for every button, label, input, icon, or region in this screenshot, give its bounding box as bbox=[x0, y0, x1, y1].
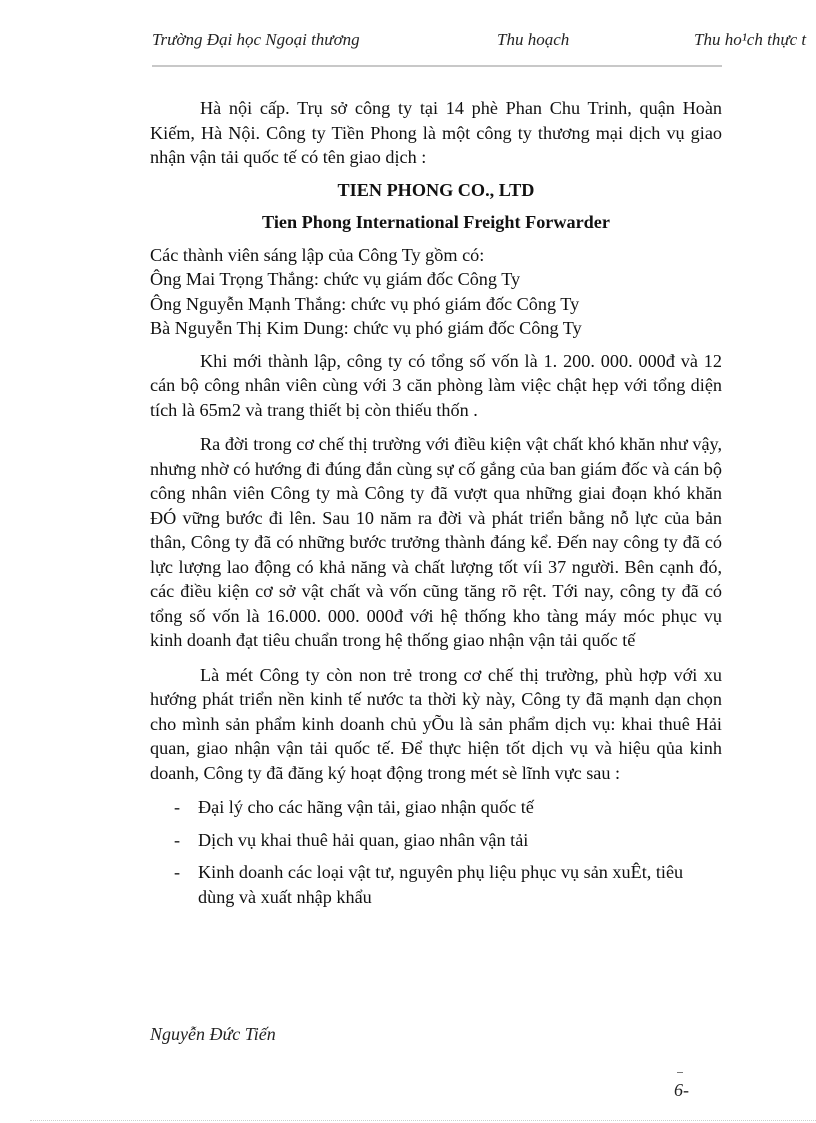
header-left-text: Trường Đại học Ngoại thương bbox=[152, 30, 360, 49]
footer-divider bbox=[30, 1120, 816, 1121]
company-name-title: TIEN PHONG CO., LTD bbox=[337, 179, 535, 200]
page-number: 6- bbox=[674, 1080, 689, 1100]
list-item bbox=[150, 795, 722, 820]
list-item-text: Đại lý cho các hãng vận tải, giao nhận quốc tế bbox=[198, 797, 534, 817]
list-item-text: Dịch vụ khai thuê hải quan, giao nhân vận tải bbox=[198, 829, 529, 850]
founder-item: Ông Mai Trọng Thắng: chức vụ giám đốc Công Ty bbox=[150, 269, 521, 289]
paragraph-business-lines: Là mét Công ty còn non trẻ trong cơ chế thị trường, phù hợp với xu hướng phát triển nền kinh tế nước ta thời kỳ này, Công ty đã mạnh dạn chọn cho mình sản phẩm kinh doanh chủ yÕu là sản phẩm dịch vụ: khai thuê Hải quan, giao nhận vận tải quốc tế. Để thực hiện tốt dịch vụ và hiệu qủa kinh doanh, Công ty đã đăng ký hoạt động trong mét sè lĩnh vực sau : bbox=[150, 664, 722, 783]
header-right-text: Thu ho¹ch thực t bbox=[694, 30, 807, 49]
company-english-title: Tien Phong International Freight Forwarder bbox=[262, 212, 610, 232]
founder-item: Ông Nguyễn Mạnh Thắng: chức vụ phó giám đốc Công Ty bbox=[150, 293, 580, 314]
list-item bbox=[150, 860, 722, 909]
page-number-tick bbox=[677, 1072, 683, 1073]
paragraph-growth: Ra đời trong cơ chế thị trường với điều kiện vật chất khó khăn như vậy, nhưng nhờ có hướng đi đúng đắn cùng sự cố gắng của ban giám đốc và cán bộ công nhân viên Công ty mà Công ty đã vượt qua những giai đoạn khó khăn ĐÓ vững bước đi lên. Sau 10 năm ra đời và phát triển bằng nỗ lực của bản thân, Công ty đã có những bước trưởng thành đáng kể. Đến nay công ty đã có lực lượng lao động có khả năng và chất lượng tốt víi 37 người. Bên cạnh đó, các điều kiện cơ sở vật chất và vốn cũng tăng rõ rệt. Tới nay, công ty đã có tổng số vốn là 16.000. 000. 000đ với hệ thống kho tàng máy móc phục vụ kinh doanh đạt tiêu chuẩn trong hệ thống giao nhận vận tải quốc tế bbox=[150, 434, 722, 650]
founder-item: Bà Nguyễn Thị Kim Dung: chức vụ phó giám đốc Công Ty bbox=[150, 318, 582, 338]
list-item-text: Kinh doanh các loại vật tư, nguyên phụ liệu phục vụ sản xuÊt, tiêu dùng và xuất nhập khẩu bbox=[198, 862, 684, 907]
bullet-dash: - bbox=[174, 829, 181, 850]
business-activity-list bbox=[150, 795, 722, 909]
paragraph-intro: Hà nội cấp. Trụ sở công ty tại 14 phè Phan Chu Trinh, quận Hoàn Kiếm, Hà Nội. Công ty Tiền Phong là một công ty thương mại dịch vụ giao nhận vận tải quốc tế có tên giao dịch : bbox=[150, 98, 722, 167]
bullet-dash: - bbox=[174, 797, 181, 817]
header-center-text: Thu hoạch bbox=[497, 30, 570, 49]
paragraph-founding: Khi mới thành lập, công ty có tổng số vốn là 1. 200. 000. 000đ và 12 cán bộ công nhân viên cùng với 3 căn phòng làm việc chật hẹp với tổng diện tích là 65m2 và trang thiết bị còn thiếu thốn . bbox=[150, 350, 722, 420]
list-item bbox=[150, 828, 722, 853]
founders-heading: Các thành viên sáng lập của Công Ty gồm có: bbox=[150, 244, 485, 265]
document-body bbox=[150, 96, 722, 909]
author-signature: Nguyễn Đức Tiến bbox=[150, 1024, 276, 1044]
header-divider bbox=[152, 65, 722, 67]
bullet-dash: - bbox=[174, 862, 181, 882]
